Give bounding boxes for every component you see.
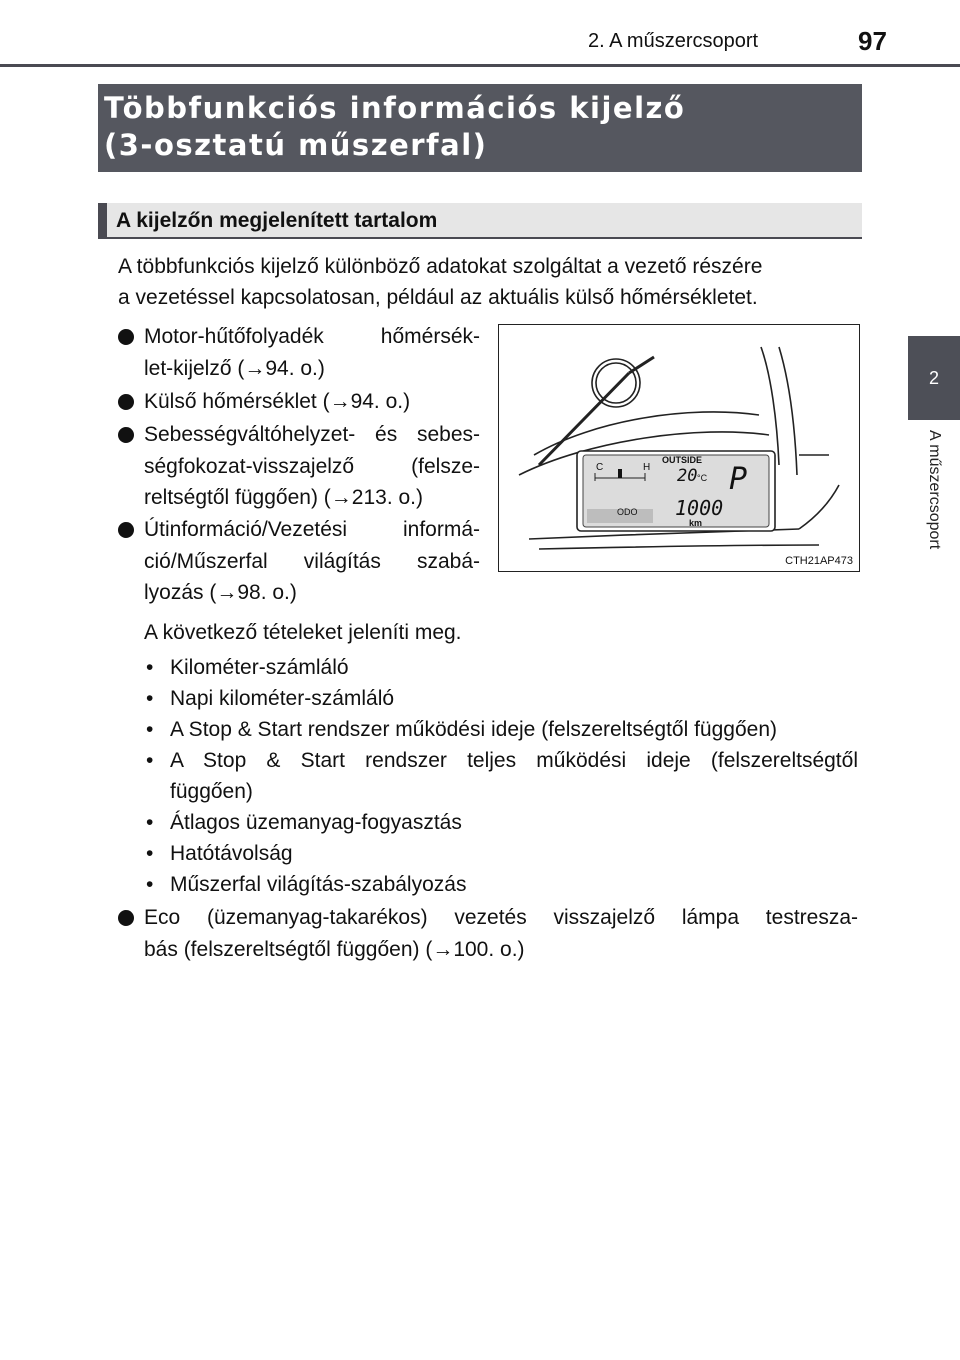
bullet-line: ségfokozat-visszajelző (felsze- — [144, 454, 480, 478]
list-item — [146, 745, 858, 807]
bullet-line: bás (felszereltségtől függően) (→100. o.) — [144, 937, 525, 961]
intro-line: A többfunkciós kijelző különböző adatokat szolgáltat a vezető részére — [118, 255, 763, 278]
odo-label: ODO — [617, 507, 638, 517]
bullet-point-icon: • — [146, 873, 154, 896]
bullet-dot-icon — [118, 427, 134, 443]
sublist-intro: A következő tételeket jeleníti meg. — [144, 621, 462, 644]
list-item-text: A Stop & Start rendszer működési ideje (felszereltségtől függően) — [170, 718, 777, 741]
outside-label: OUTSIDE — [662, 455, 703, 465]
bullet-point-icon: • — [146, 842, 154, 865]
list-item-text: Hatótávolság — [170, 842, 293, 865]
bullet-line: Útinformáció/Vezetési informá- — [144, 518, 480, 541]
intro-paragraph — [118, 251, 858, 313]
outside-temp-unit: °C — [697, 473, 708, 483]
list-item-text: Átlagos üzemanyag-fogyasztás — [170, 811, 462, 834]
chapter-tab-number: 2 — [928, 367, 939, 388]
list-item-text: függően) — [170, 780, 253, 803]
list-item-text: Kilométer-számláló — [170, 656, 349, 679]
gear-indicator: P — [729, 462, 748, 497]
list-item — [146, 652, 858, 683]
bullet-line: Sebességváltóhelyzet- és sebes- — [144, 423, 480, 446]
bullet-dot-icon — [118, 329, 134, 345]
list-item — [146, 838, 858, 869]
bullet-line: Külső hőmérséklet (→94. o.) — [144, 390, 411, 413]
outside-temp-value: 20 — [677, 466, 698, 486]
page-number: 97 — [858, 26, 887, 56]
sublist — [146, 652, 858, 900]
bullet-line: let-kijelző (→94. o.) — [144, 356, 325, 380]
heading-accent-bar — [98, 203, 107, 237]
section-title — [98, 84, 862, 172]
bullet-point-icon: • — [146, 811, 154, 834]
subsection-heading — [98, 203, 862, 239]
list-item — [146, 714, 858, 745]
list-item — [146, 869, 858, 900]
section-title-line1: Többfunkciós információs kijelző — [104, 91, 686, 125]
list-item — [146, 807, 858, 838]
list-item-text: Műszerfal világítás-szabályozás — [170, 873, 467, 896]
temp-hot-label: H — [643, 462, 651, 473]
page-header-chapter: 2. A műszercsoport — [588, 30, 759, 52]
bullet-line: ció/Műszerfal világítás szabá- — [144, 549, 480, 573]
chapter-tab — [908, 336, 960, 420]
bullet-point-icon: • — [146, 749, 154, 772]
bullet-dot-icon — [118, 910, 134, 926]
odo-unit: km — [689, 518, 703, 528]
bullet-line: Motor-hűtőfolyadék hőmérsék- — [144, 325, 480, 348]
header-rule — [0, 64, 960, 67]
intro-line: a vezetéssel kapcsolatosan, például az aktuális külső hőmérsékletet. — [118, 286, 758, 309]
chapter-tab-label: A műszercsoport — [926, 430, 943, 550]
bullet-dot-icon — [118, 394, 134, 410]
temp-cold-label: C — [596, 462, 604, 473]
bullet-point-icon: • — [146, 656, 154, 679]
bullet-point-icon: • — [146, 687, 154, 710]
subsection-heading-text: A kijelzőn megjelenített tartalom — [116, 209, 438, 232]
list-item-text: A Stop & Start rendszer teljes működési ideje (felszereltségtől — [170, 749, 858, 772]
odo-value: 1000 — [675, 496, 724, 520]
list-item-text: Napi kilométer-számláló — [170, 687, 395, 710]
list-item — [146, 683, 858, 714]
cluster-drawing — [499, 325, 860, 572]
bullet-line: lyozás (→98. o.) — [144, 581, 297, 604]
bullet-dot-icon — [118, 522, 134, 538]
bullet-point-icon: • — [146, 718, 154, 741]
bullet-line: reltségtől függően) (→213. o.) — [144, 486, 423, 509]
bullet-line: Eco (üzemanyag-takarékos) vezetés visszajelző lámpa testresza- — [144, 906, 858, 929]
figure-code: CTH21AP473 — [785, 555, 853, 567]
instrument-cluster-illustration — [498, 324, 860, 572]
section-title-line2: (3-osztatú műszerfal) — [104, 128, 488, 162]
